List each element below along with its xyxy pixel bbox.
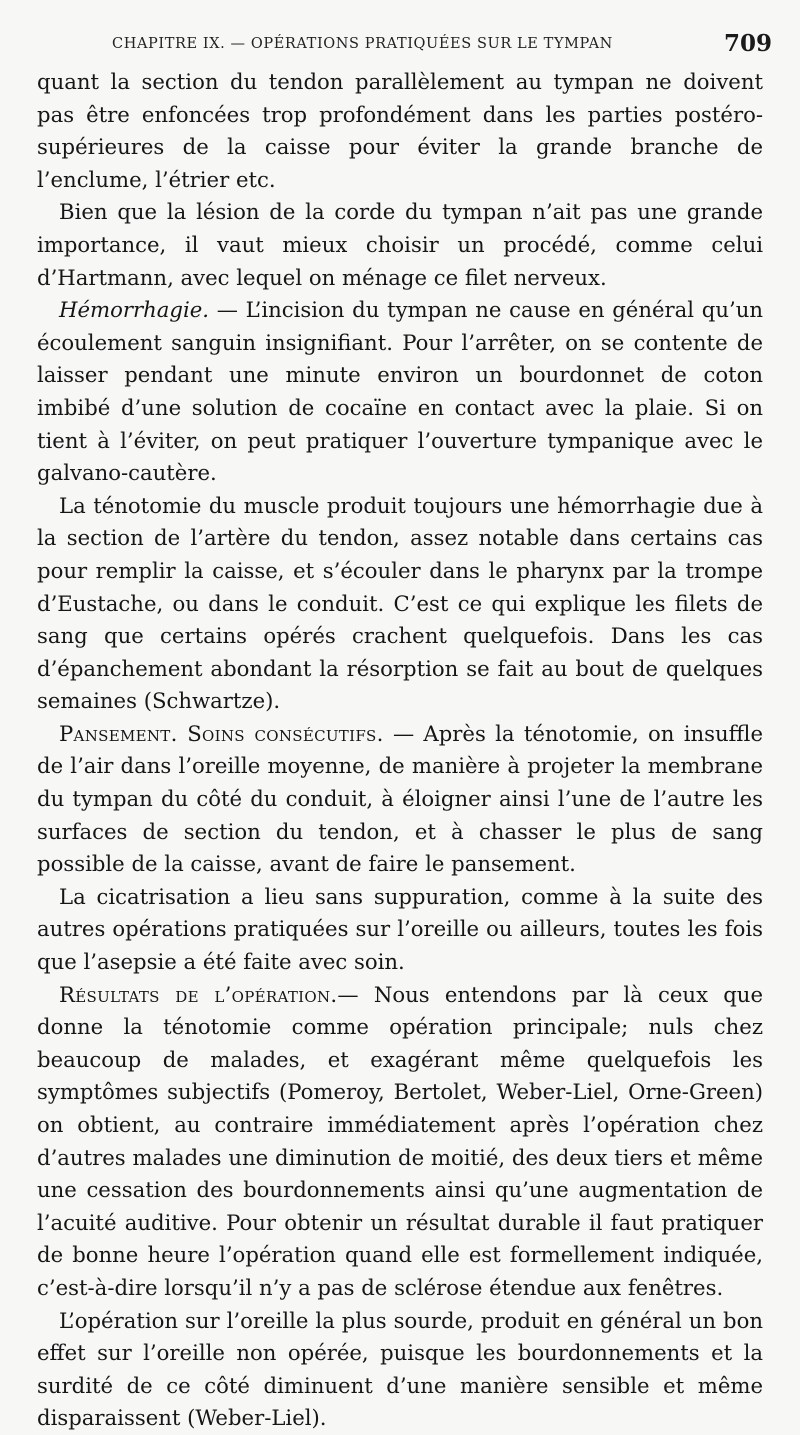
paragraph-text: L’opération sur l’oreille la plus sourde, produit en général un bon effet sur l’oreille non opérée, puisque les bourdonnements et la surdité de ce côté diminuent d’une manière sensible et même disparaissent (Weber-Liel). bbox=[37, 1307, 763, 1431]
paragraph-text: Bien que la lésion de la corde du tympan n’ait pas une grande importance, il vaut mieux choisir un procédé, comme celui d’Hartmann, avec lequel on ménage ce filet nerveux. bbox=[37, 199, 763, 290]
paragraph-text: — L’incision du tympan ne cause en général qu’un écoulement sanguin insignifiant. Pour l’arrêter, on se contente de laisser pendant une minute environ un bourdonnet de coton imbibé d’une solution de cocaïne en contact avec la plaie. Si on tient à l’éviter, on peut pratiquer l’ouverture tympanique avec le galvano-cautère. bbox=[37, 297, 763, 486]
running-title: CHAPITRE IX. — OPÉRATIONS PRATIQUÉES SUR LE TYMPAN bbox=[112, 36, 613, 52]
section-heading-pansement: Pansement. Soins consécutifs. bbox=[59, 720, 384, 746]
page-header bbox=[0, 30, 800, 64]
paragraph-continuation bbox=[37, 66, 763, 196]
paragraph bbox=[37, 1305, 763, 1435]
page-body bbox=[37, 66, 763, 1435]
page-number: 709 bbox=[724, 30, 773, 57]
paragraph-resultats bbox=[37, 979, 763, 1305]
paragraph-pansement bbox=[37, 718, 763, 881]
paragraph-text: La ténotomie du muscle produit toujours une hémorrhagie due à la section de l’artère du tendon, assez notable dans certains cas pour remplir la caisse, et s’écouler dans le pharynx par la trompe d’Eustache, ou dans le conduit. C’est ce qui explique les filets de sang que certains opérés crachent quelquefois. Dans les cas d’épanchement abondant la résorption se fait au bout de quelques semaines (Schwartze). bbox=[37, 492, 763, 714]
paragraph-text: — Après la ténotomie, on insuffle de l’air dans l’oreille moyenne, de manière à projeter la membrane du tympan du côté du conduit, à éloigner ainsi l’une de l’autre les surfaces de section du tendon, et à chasser le plus de sang possible de la caisse, avant de faire le pansement. bbox=[37, 720, 763, 877]
section-heading-resultats: Résultats de l’opération. bbox=[59, 981, 338, 1007]
paragraph bbox=[37, 196, 763, 294]
section-heading-hemorrhagie: Hémorrhagie. bbox=[59, 297, 210, 323]
paragraph-text: quant la section du tendon parallèlement au tympan ne doivent pas être enfoncées trop profondément dans les parties postéro-supérieures de la caisse pour éviter la grande branche de l’enclume, l’étrier etc. bbox=[37, 69, 763, 192]
paragraph-text: La cicatrisation a lieu sans suppuration, comme à la suite des autres opérations pratiquées sur l’oreille ou ailleurs, toutes les fois que l’asepsie a été faite avec soin. bbox=[37, 883, 763, 975]
paragraph-text: — Nous entendons par là ceux que donne la ténotomie comme opération principale; nuls chez beaucoup de malades, et exagérant même quelquefois les symptômes subjectifs (Pomeroy, Bertolet, Weber-Liel, Orne-Green) on obtient, au contraire immédiatement après l’opération chez d’autres malades une diminution de moitié, des deux tiers et même une cessation des bourdonnements ainsi qu’une augmentation de l’acuité auditive. Pour obtenir un résultat durable il faut pratiquer de bonne heure l’opération quand elle est formellement indiquée, c’est-à-dire lorsqu’il n’y a pas de sclérose étendue aux fenêtres. bbox=[37, 981, 763, 1300]
paragraph bbox=[37, 490, 763, 718]
paragraph-hemorrhagie bbox=[37, 294, 763, 490]
paragraph bbox=[37, 881, 763, 979]
